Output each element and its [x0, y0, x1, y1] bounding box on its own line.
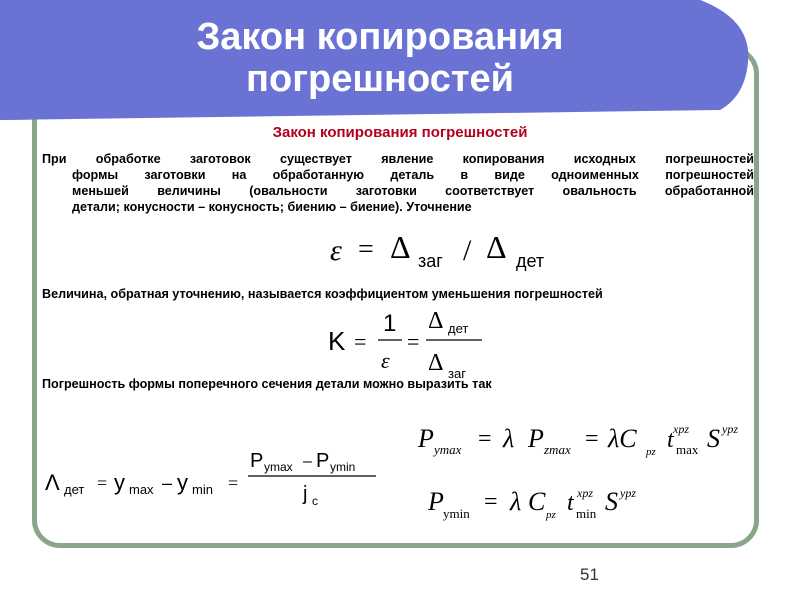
- f4-P: P: [418, 424, 434, 453]
- paragraph-intro-line2: формы заготовки на обработанную деталь в виде одноименных погрешностей: [72, 168, 754, 182]
- paragraph-reduction: Величина, обратная уточнению, называется коэффициентом уменьшения погрешностей: [42, 287, 603, 301]
- f4-lambdaC: λC: [608, 424, 637, 453]
- slide-title-line1: Закон копирования: [196, 16, 564, 58]
- f5-lambda: λ: [510, 487, 522, 516]
- f3-lambda: Λ: [45, 470, 60, 495]
- f4-P2: P: [528, 424, 544, 453]
- f1-sub-det: дет: [516, 251, 545, 271]
- f1-delta2: Δ: [486, 229, 507, 265]
- f2-eps: ε: [381, 348, 390, 373]
- f3-j: j: [303, 483, 308, 505]
- f5-ymin: ymin: [443, 506, 470, 521]
- f2-eq2: =: [407, 329, 420, 354]
- f5-pz: pz: [546, 509, 556, 521]
- f3-ymin: ymin: [330, 460, 356, 474]
- f3-y1: y: [114, 470, 125, 495]
- f1-delta: Δ: [390, 229, 411, 265]
- f5-eq: =: [484, 489, 498, 515]
- f2-delta-top: Δ: [428, 308, 444, 334]
- f5-min: min: [576, 506, 597, 521]
- f3-minus2: –: [303, 453, 312, 470]
- slide-title-line2: погрешностей: [246, 58, 514, 100]
- paragraph-intro-line1: При обработке заготовок существует явление копирования исходных погрешностей: [42, 152, 754, 166]
- f4-zmax: zmax: [544, 442, 571, 457]
- f4-max: max: [676, 442, 699, 457]
- f4-ypz: ypz: [722, 422, 738, 436]
- f1-epsilon: ε: [330, 234, 342, 267]
- f3-y2: y: [177, 470, 188, 495]
- f1-slash: /: [463, 234, 472, 267]
- f5-P: P: [428, 487, 444, 516]
- f2-one: 1: [383, 310, 397, 337]
- formula-refinement: [330, 229, 544, 271]
- formula-shape-error: [45, 450, 376, 508]
- formula-pymax: [417, 422, 738, 458]
- f4-pz: pz: [646, 446, 656, 458]
- paragraph-intro-line3: меньшей величины (овальности заготовки соответствует овальность обработанной: [72, 184, 754, 198]
- f4-lambda: λ: [503, 424, 515, 453]
- f5-xpz: xpz: [577, 486, 593, 500]
- f5-ypz: ypz: [620, 486, 636, 500]
- f3-minus: –: [162, 473, 173, 493]
- formula-reduction-coefficient: [328, 308, 482, 381]
- f5-S: S: [605, 487, 618, 516]
- f2-delta-bot: Δ: [428, 350, 444, 376]
- f4-xpz: xpz: [673, 422, 689, 436]
- f2-eq1: =: [354, 329, 367, 354]
- slide-title: [100, 16, 660, 100]
- f3-sub-det: дет: [64, 482, 85, 497]
- f4-S: S: [707, 424, 720, 453]
- f2-sub-det: дет: [448, 321, 469, 336]
- f3-ymax: ymax: [264, 460, 293, 474]
- formula-pymin: [427, 486, 636, 521]
- f3-eq1: =: [97, 473, 108, 493]
- paragraph-shape-error: Погрешность формы поперечного сечения детали можно выразить так: [42, 377, 492, 391]
- f3-eq2: =: [228, 473, 239, 493]
- section-heading: Закон копирования погрешностей: [272, 124, 528, 141]
- f3-min: min: [192, 482, 213, 497]
- page-number: 51: [580, 565, 599, 584]
- f1-sub-zag: заг: [418, 251, 443, 271]
- f4-eq2: =: [585, 426, 599, 452]
- f4-eq1: =: [478, 426, 492, 452]
- f5-C: C: [528, 487, 546, 516]
- f3-P2: P: [316, 450, 330, 472]
- f2-K: K: [328, 326, 346, 356]
- f5-t: t: [567, 490, 574, 516]
- f4-ymax: ymax: [434, 442, 462, 457]
- f3-max: max: [129, 482, 154, 497]
- f3-c: c: [312, 494, 318, 508]
- f2-sub-zag: заг: [448, 366, 466, 381]
- f3-P1: P: [250, 450, 264, 472]
- f4-t: t: [667, 427, 674, 453]
- f1-equals: =: [358, 234, 374, 265]
- paragraph-intro-line4: детали; конусности – конусность; биению – биение). Уточнение: [72, 200, 472, 214]
